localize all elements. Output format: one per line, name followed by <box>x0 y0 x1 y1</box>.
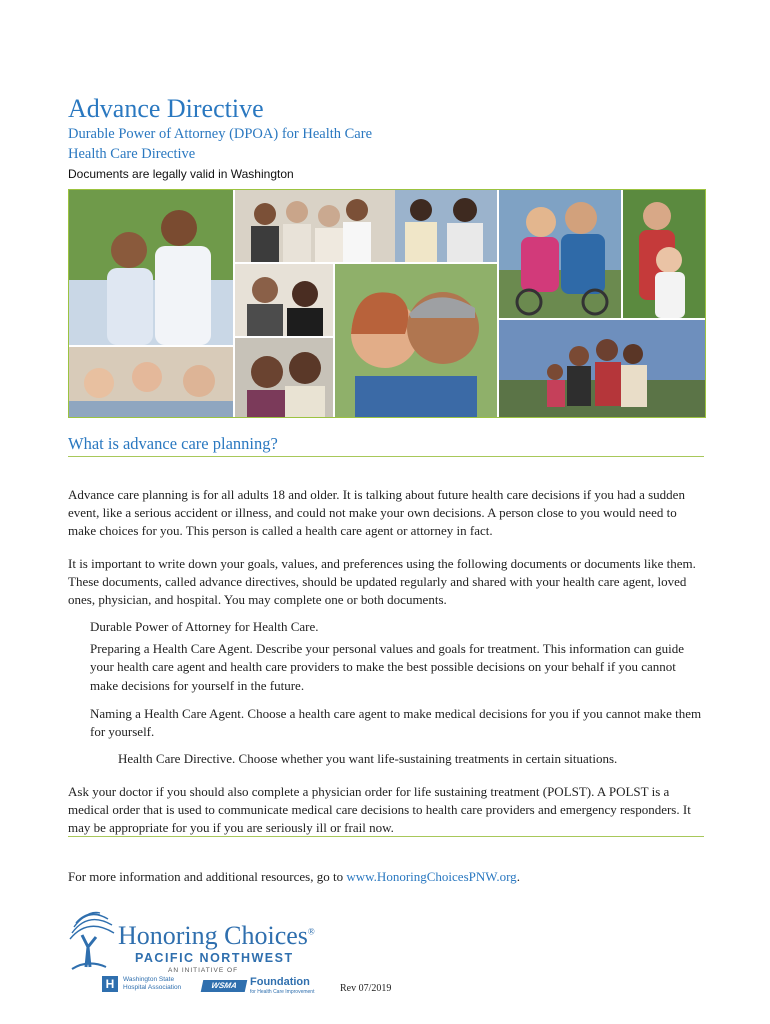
more-info-period: . <box>516 869 520 884</box>
list-item-dpoa: Durable Power of Attorney for Health Care. <box>90 619 319 634</box>
list-item-health-care-directive: Health Care Directive. Choose whether you want life-sustaining treatments in certain situations. <box>118 751 618 766</box>
section-divider-top <box>68 456 704 457</box>
wsma-logo-icon: WSMA <box>201 980 248 992</box>
photo-couple-embracing <box>335 264 497 417</box>
list-item-naming-agent: Naming a Health Care Agent. Choose a health care agent to make medical decisions for you if you cannot make them for yourself. <box>90 706 702 740</box>
more-info-text: For more information and additional resources, go to <box>68 869 347 884</box>
foundation-name: Foundation <box>250 976 310 988</box>
photo-older-couple <box>235 264 333 336</box>
resources-link[interactable]: www.HonoringChoicesPNW.org <box>346 869 517 884</box>
more-info-line <box>68 869 520 885</box>
photo-grandfather-child <box>623 190 705 318</box>
document-subtitle-hcd: Health Care Directive <box>68 146 196 162</box>
wsha-line1: Washington State <box>123 976 175 983</box>
photo-couple-smiling <box>69 190 233 345</box>
photo-collage <box>68 189 706 418</box>
photo-family-group <box>235 190 497 262</box>
section-heading: What is advance care planning? <box>68 434 278 453</box>
document-title: Advance Directive <box>68 94 264 123</box>
revision-date: Rev 07/2019 <box>340 983 392 994</box>
brand-region: PACIFIC NORTHWEST <box>135 951 294 965</box>
paragraph-intro: Advance care planning is for all adults 18 and older. It is talking about future health care decisions if you had a sudden event, like a serious accident or illness, and could not make your own decisions. A person close to you would need to make choices for you. This person is called a health care agent or attorney in fact. <box>68 487 685 539</box>
foundation-tagline: for Health Care Improvement <box>250 989 315 995</box>
photo-couple-portrait <box>235 338 333 417</box>
legal-validity-note: Documents are legally valid in Washington <box>68 167 294 181</box>
wsha-logo-icon: H <box>102 976 118 992</box>
photo-women-laughing <box>69 347 233 417</box>
registered-mark: ® <box>307 926 315 937</box>
paragraph-documents: It is important to write down your goals, values, and preferences using the following documents or documents like them. These documents, called advance directives, should be updated regularly and shared with your health care agent, loved ones, physician, and hospital. You may complete one or both documents. <box>68 556 696 608</box>
wsha-name <box>123 976 181 991</box>
paragraph-polst: Ask your doctor if you should also complete a physician order for life sustaining treatment (POLST). A POLST is a medical order that is used to communicate medical care decisions to health care providers and emergency responders. It may be appropriate for you if you are seriously ill or frail now. <box>68 784 691 836</box>
brand-name <box>118 921 315 951</box>
wsha-line2: Hospital Association <box>123 983 182 991</box>
section-divider-bottom <box>68 836 704 837</box>
photo-couple-bicycles <box>499 190 621 318</box>
brand-name-text: Honoring Choices <box>118 921 308 950</box>
list-item-preparing-agent: Preparing a Health Care Agent. Describe your personal values and goals for treatment. This information can guide your health care agent and health care providers to make the best possible decisions on your behalf if you cannot make decisions for yourself in the future. <box>90 641 684 693</box>
initiative-label: AN INITIATIVE OF <box>168 967 239 974</box>
photo-family-outdoors <box>499 320 705 417</box>
document-subtitle-dpoa: Durable Power of Attorney (DPOA) for Health Care <box>68 126 373 142</box>
